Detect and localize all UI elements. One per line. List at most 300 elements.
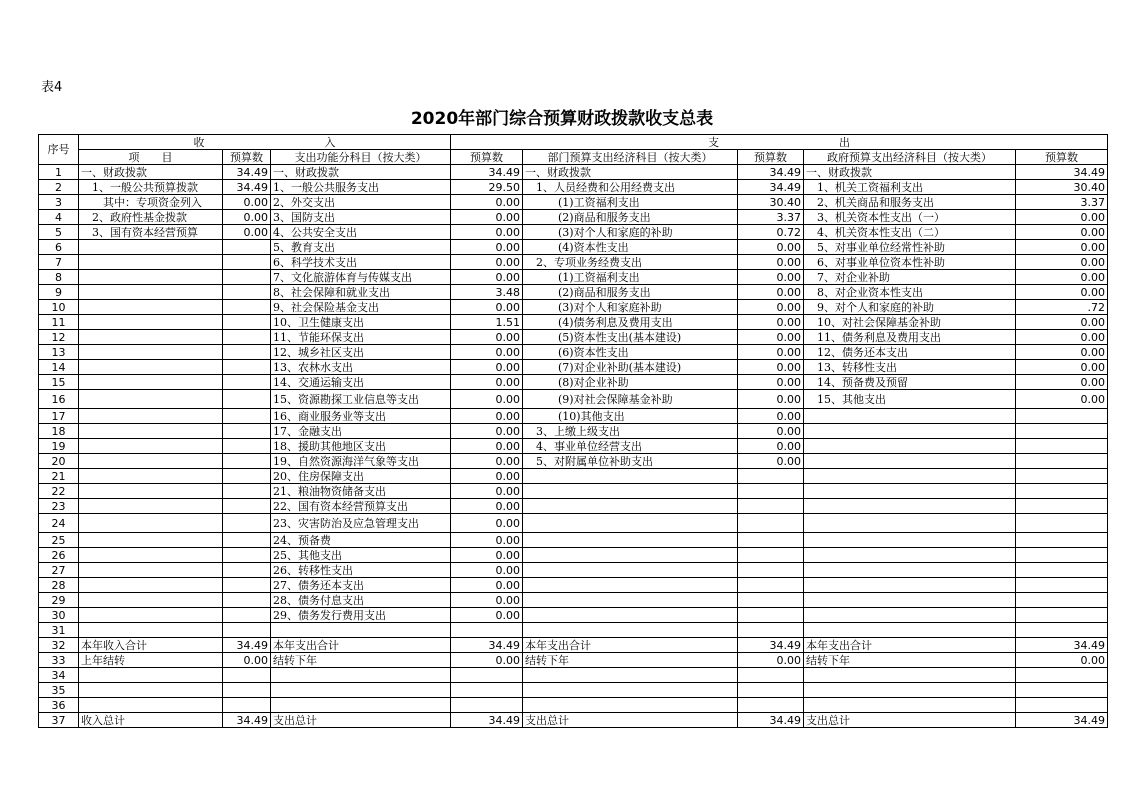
- function-amount-cell: 0.00: [451, 548, 523, 563]
- header-gov-item: 政府预算支出经济科目（按大类）: [804, 150, 1016, 165]
- gov-economic-item-cell: 1、机关工资福利支出: [804, 180, 1016, 195]
- row-number-cell: 2: [39, 180, 79, 195]
- function-amount-cell: 0.00: [451, 409, 523, 424]
- function-item-cell: 支出总计: [271, 713, 451, 728]
- row-number-cell: 12: [39, 330, 79, 345]
- dept-economic-amount-cell: 34.49: [738, 638, 804, 653]
- function-item-cell: 24、预备费: [271, 533, 451, 548]
- row-number-cell: 13: [39, 345, 79, 360]
- gov-economic-item-cell: 结转下年: [804, 653, 1016, 668]
- income-amount-cell: [223, 548, 271, 563]
- gov-economic-item-cell: 3、机关资本性支出（一）: [804, 210, 1016, 225]
- dept-economic-amount-cell: 0.72: [738, 225, 804, 240]
- row-number-cell: 31: [39, 623, 79, 638]
- income-amount-cell: [223, 698, 271, 713]
- row-number-cell: 18: [39, 424, 79, 439]
- gov-economic-amount-cell: [1016, 514, 1108, 533]
- income-amount-cell: [223, 240, 271, 255]
- function-item-cell: 29、债务发行费用支出: [271, 608, 451, 623]
- table-row: [39, 548, 1108, 563]
- function-item-cell: 14、交通运输支出: [271, 375, 451, 390]
- table-row: [39, 424, 1108, 439]
- row-number-cell: 8: [39, 270, 79, 285]
- function-amount-cell: 0.00: [451, 300, 523, 315]
- dept-economic-item-cell: [523, 593, 738, 608]
- gov-economic-item-cell: [804, 608, 1016, 623]
- gov-economic-item-cell: 一、财政拨款: [804, 165, 1016, 180]
- gov-economic-amount-cell: 0.00: [1016, 360, 1108, 375]
- dept-economic-item-cell: (4)资本性支出: [523, 240, 738, 255]
- gov-economic-item-cell: 支出总计: [804, 713, 1016, 728]
- gov-economic-item-cell: 8、对企业资本性支出: [804, 285, 1016, 300]
- dept-economic-item-cell: 结转下年: [523, 653, 738, 668]
- income-item-cell: [79, 315, 223, 330]
- dept-economic-item-cell: 4、事业单位经营支出: [523, 439, 738, 454]
- function-amount-cell: 0.00: [451, 578, 523, 593]
- gov-economic-item-cell: [804, 484, 1016, 499]
- income-amount-cell: [223, 330, 271, 345]
- dept-economic-item-cell: (7)对企业补助(基本建设): [523, 360, 738, 375]
- income-amount-cell: [223, 484, 271, 499]
- function-amount-cell: 0.00: [451, 439, 523, 454]
- income-amount-cell: [223, 454, 271, 469]
- gov-economic-item-cell: [804, 454, 1016, 469]
- table-row: [39, 195, 1108, 210]
- dept-economic-item-cell: [523, 623, 738, 638]
- function-amount-cell: 0.00: [451, 533, 523, 548]
- header-expense-char-1: 支: [708, 135, 720, 149]
- row-number-cell: 1: [39, 165, 79, 180]
- income-item-cell: [79, 345, 223, 360]
- table-row: [39, 409, 1108, 424]
- gov-economic-amount-cell: 0.00: [1016, 270, 1108, 285]
- gov-economic-item-cell: 14、预备费及预留: [804, 375, 1016, 390]
- dept-economic-amount-cell: [738, 608, 804, 623]
- gov-economic-amount-cell: [1016, 499, 1108, 514]
- dept-economic-item-cell: [523, 499, 738, 514]
- dept-economic-item-cell: (2)商品和服务支出: [523, 210, 738, 225]
- table-row: [39, 285, 1108, 300]
- income-item-cell: [79, 548, 223, 563]
- income-amount-cell: [223, 315, 271, 330]
- table-row: [39, 578, 1108, 593]
- gov-economic-amount-cell: 0.00: [1016, 255, 1108, 270]
- table-row: [39, 165, 1108, 180]
- income-amount-cell: [223, 499, 271, 514]
- income-amount-cell: [223, 683, 271, 698]
- gov-economic-amount-cell: [1016, 469, 1108, 484]
- income-item-cell: 其中：专项资金列入: [79, 195, 223, 210]
- header-expense-group: [451, 135, 1108, 150]
- dept-economic-amount-cell: [738, 484, 804, 499]
- table-row: [39, 180, 1108, 195]
- gov-economic-item-cell: 13、转移性支出: [804, 360, 1016, 375]
- function-amount-cell: 0.00: [451, 499, 523, 514]
- income-amount-cell: [223, 514, 271, 533]
- function-amount-cell: [451, 668, 523, 683]
- income-item-cell: 本年收入合计: [79, 638, 223, 653]
- function-amount-cell: 0.00: [451, 424, 523, 439]
- gov-economic-amount-cell: [1016, 578, 1108, 593]
- income-amount-cell: [223, 563, 271, 578]
- function-item-cell: 16、商业服务业等支出: [271, 409, 451, 424]
- function-amount-cell: 0.00: [451, 563, 523, 578]
- gov-economic-item-cell: [804, 668, 1016, 683]
- gov-economic-amount-cell: 0.00: [1016, 285, 1108, 300]
- function-item-cell: 26、转移性支出: [271, 563, 451, 578]
- gov-economic-amount-cell: [1016, 424, 1108, 439]
- dept-economic-amount-cell: 0.00: [738, 653, 804, 668]
- dept-economic-amount-cell: 0.00: [738, 390, 804, 409]
- function-item-cell: 27、债务还本支出: [271, 578, 451, 593]
- row-number-cell: 25: [39, 533, 79, 548]
- income-item-cell: 上年结转: [79, 653, 223, 668]
- function-item-cell: 17、金融支出: [271, 424, 451, 439]
- header-income-group: [79, 135, 451, 150]
- dept-economic-item-cell: (1)工资福利支出: [523, 195, 738, 210]
- table-row: [39, 240, 1108, 255]
- gov-economic-item-cell: 2、机关商品和服务支出: [804, 195, 1016, 210]
- function-item-cell: 4、公共安全支出: [271, 225, 451, 240]
- gov-economic-amount-cell: 0.00: [1016, 345, 1108, 360]
- income-amount-cell: [223, 424, 271, 439]
- table-row: [39, 563, 1108, 578]
- dept-economic-amount-cell: 0.00: [738, 375, 804, 390]
- header-row-group: [39, 135, 1108, 150]
- function-amount-cell: 0.00: [451, 484, 523, 499]
- income-amount-cell: 0.00: [223, 225, 271, 240]
- gov-economic-amount-cell: [1016, 454, 1108, 469]
- gov-economic-amount-cell: 34.49: [1016, 638, 1108, 653]
- row-number-cell: 19: [39, 439, 79, 454]
- row-number-cell: 10: [39, 300, 79, 315]
- dept-economic-amount-cell: 0.00: [738, 270, 804, 285]
- page-title: 2020年部门综合预算财政拨款收支总表: [410, 109, 714, 129]
- function-item-cell: 18、援助其他地区支出: [271, 439, 451, 454]
- function-amount-cell: 34.49: [451, 713, 523, 728]
- row-number-cell: 16: [39, 390, 79, 409]
- row-number-cell: 22: [39, 484, 79, 499]
- dept-economic-amount-cell: [738, 683, 804, 698]
- dept-economic-amount-cell: 0.00: [738, 315, 804, 330]
- dept-economic-item-cell: (8)对企业补助: [523, 375, 738, 390]
- function-amount-cell: 0.00: [451, 593, 523, 608]
- income-item-cell: [79, 683, 223, 698]
- income-item-cell: [79, 623, 223, 638]
- income-amount-cell: [223, 409, 271, 424]
- table-row: [39, 360, 1108, 375]
- gov-economic-amount-cell: [1016, 683, 1108, 698]
- income-item-cell: 2、政府性基金拨款: [79, 210, 223, 225]
- table-row: [39, 638, 1108, 653]
- table-row: [39, 593, 1108, 608]
- dept-economic-amount-cell: 0.00: [738, 300, 804, 315]
- income-item-cell: [79, 668, 223, 683]
- income-item-cell: [79, 499, 223, 514]
- function-item-cell: 结转下年: [271, 653, 451, 668]
- header-gov-amount: 预算数: [1016, 150, 1108, 165]
- function-amount-cell: 0.00: [451, 375, 523, 390]
- function-amount-cell: 0.00: [451, 270, 523, 285]
- function-item-cell: 2、外交支出: [271, 195, 451, 210]
- dept-economic-amount-cell: 30.40: [738, 195, 804, 210]
- income-item-cell: 1、一般公共预算拨款: [79, 180, 223, 195]
- gov-economic-amount-cell: [1016, 698, 1108, 713]
- dept-economic-item-cell: [523, 668, 738, 683]
- function-item-cell: 本年支出合计: [271, 638, 451, 653]
- table-row: [39, 330, 1108, 345]
- header-income-char-1: 收: [193, 135, 205, 149]
- income-item-cell: [79, 255, 223, 270]
- function-amount-cell: 34.49: [451, 165, 523, 180]
- function-item-cell: 6、科学技术支出: [271, 255, 451, 270]
- header-seq: 序号: [39, 135, 79, 165]
- gov-economic-item-cell: 10、对社会保障基金补助: [804, 315, 1016, 330]
- row-number-cell: 11: [39, 315, 79, 330]
- income-amount-cell: [223, 439, 271, 454]
- table-row: [39, 439, 1108, 454]
- row-number-cell: 35: [39, 683, 79, 698]
- row-number-cell: 27: [39, 563, 79, 578]
- function-amount-cell: 0.00: [451, 195, 523, 210]
- function-amount-cell: [451, 683, 523, 698]
- dept-economic-amount-cell: [738, 514, 804, 533]
- income-item-cell: [79, 285, 223, 300]
- income-item-cell: [79, 608, 223, 623]
- function-amount-cell: 29.50: [451, 180, 523, 195]
- dept-economic-item-cell: (3)对个人和家庭的补助: [523, 225, 738, 240]
- dept-economic-amount-cell: [738, 469, 804, 484]
- income-item-cell: [79, 578, 223, 593]
- dept-economic-item-cell: (10)其他支出: [523, 409, 738, 424]
- dept-economic-item-cell: [523, 698, 738, 713]
- dept-economic-amount-cell: [738, 533, 804, 548]
- income-item-cell: [79, 424, 223, 439]
- function-amount-cell: 1.51: [451, 315, 523, 330]
- income-item-cell: 收入总计: [79, 713, 223, 728]
- dept-economic-item-cell: 本年支出合计: [523, 638, 738, 653]
- row-number-cell: 28: [39, 578, 79, 593]
- income-item-cell: [79, 439, 223, 454]
- income-amount-cell: 0.00: [223, 210, 271, 225]
- dept-economic-item-cell: [523, 608, 738, 623]
- dept-economic-amount-cell: 0.00: [738, 454, 804, 469]
- gov-economic-amount-cell: 0.00: [1016, 315, 1108, 330]
- row-number-cell: 9: [39, 285, 79, 300]
- dept-economic-item-cell: (2)商品和服务支出: [523, 285, 738, 300]
- header-dept-amount: 预算数: [738, 150, 804, 165]
- dept-economic-item-cell: (9)对社会保障基金补助: [523, 390, 738, 409]
- income-amount-cell: 0.00: [223, 195, 271, 210]
- table-row: [39, 484, 1108, 499]
- row-number-cell: 14: [39, 360, 79, 375]
- header-income-char-2: 入: [324, 135, 336, 149]
- function-amount-cell: 34.49: [451, 638, 523, 653]
- table-row: [39, 300, 1108, 315]
- gov-economic-item-cell: 本年支出合计: [804, 638, 1016, 653]
- income-amount-cell: [223, 623, 271, 638]
- function-item-cell: [271, 623, 451, 638]
- gov-economic-amount-cell: [1016, 593, 1108, 608]
- function-item-cell: 5、教育支出: [271, 240, 451, 255]
- dept-economic-amount-cell: 0.00: [738, 439, 804, 454]
- function-item-cell: [271, 668, 451, 683]
- row-number-cell: 17: [39, 409, 79, 424]
- function-amount-cell: 0.00: [451, 330, 523, 345]
- gov-economic-item-cell: 7、对企业补助: [804, 270, 1016, 285]
- row-number-cell: 3: [39, 195, 79, 210]
- function-item-cell: 8、社会保障和就业支出: [271, 285, 451, 300]
- dept-economic-amount-cell: 34.49: [738, 713, 804, 728]
- row-number-cell: 33: [39, 653, 79, 668]
- table-row: [39, 469, 1108, 484]
- gov-economic-amount-cell: 34.49: [1016, 165, 1108, 180]
- budget-summary-table: [38, 134, 1108, 728]
- gov-economic-item-cell: [804, 533, 1016, 548]
- row-number-cell: 5: [39, 225, 79, 240]
- gov-economic-amount-cell: 30.40: [1016, 180, 1108, 195]
- table-row: [39, 270, 1108, 285]
- function-amount-cell: 0.00: [451, 210, 523, 225]
- dept-economic-item-cell: 5、对附属单位补助支出: [523, 454, 738, 469]
- income-amount-cell: [223, 300, 271, 315]
- income-amount-cell: [223, 345, 271, 360]
- function-amount-cell: 0.00: [451, 608, 523, 623]
- gov-economic-amount-cell: 0.00: [1016, 390, 1108, 409]
- table-row: [39, 653, 1108, 668]
- row-number-cell: 29: [39, 593, 79, 608]
- table-row: [39, 514, 1108, 533]
- income-item-cell: [79, 330, 223, 345]
- income-amount-cell: 34.49: [223, 165, 271, 180]
- dept-economic-amount-cell: [738, 563, 804, 578]
- function-amount-cell: 0.00: [451, 653, 523, 668]
- income-amount-cell: [223, 593, 271, 608]
- table-row: [39, 623, 1108, 638]
- gov-economic-item-cell: [804, 593, 1016, 608]
- dept-economic-amount-cell: [738, 668, 804, 683]
- row-number-cell: 32: [39, 638, 79, 653]
- gov-economic-amount-cell: [1016, 548, 1108, 563]
- gov-economic-amount-cell: [1016, 533, 1108, 548]
- dept-economic-item-cell: [523, 563, 738, 578]
- income-item-cell: [79, 270, 223, 285]
- gov-economic-item-cell: [804, 578, 1016, 593]
- income-item-cell: [79, 469, 223, 484]
- row-number-cell: 7: [39, 255, 79, 270]
- gov-economic-amount-cell: 3.37: [1016, 195, 1108, 210]
- income-amount-cell: [223, 285, 271, 300]
- table-row: [39, 698, 1108, 713]
- row-number-cell: 30: [39, 608, 79, 623]
- dept-economic-amount-cell: [738, 578, 804, 593]
- income-item-cell: [79, 375, 223, 390]
- row-number-cell: 24: [39, 514, 79, 533]
- gov-economic-amount-cell: [1016, 608, 1108, 623]
- gov-economic-item-cell: [804, 548, 1016, 563]
- dept-economic-amount-cell: 0.00: [738, 345, 804, 360]
- gov-economic-amount-cell: [1016, 623, 1108, 638]
- gov-economic-item-cell: [804, 409, 1016, 424]
- income-item-cell: [79, 409, 223, 424]
- dept-economic-item-cell: 一、财政拨款: [523, 165, 738, 180]
- function-item-cell: 22、国有资本经营预算支出: [271, 499, 451, 514]
- table-row: [39, 454, 1108, 469]
- row-number-cell: 20: [39, 454, 79, 469]
- function-amount-cell: 0.00: [451, 255, 523, 270]
- gov-economic-item-cell: [804, 469, 1016, 484]
- dept-economic-item-cell: [523, 683, 738, 698]
- header-dept-item: 部门预算支出经济科目（按大类）: [523, 150, 738, 165]
- function-item-cell: 19、自然资源海洋气象等支出: [271, 454, 451, 469]
- income-amount-cell: [223, 270, 271, 285]
- gov-economic-amount-cell: 0.00: [1016, 653, 1108, 668]
- gov-economic-item-cell: [804, 623, 1016, 638]
- function-item-cell: 13、农林水支出: [271, 360, 451, 375]
- dept-economic-amount-cell: 0.00: [738, 424, 804, 439]
- row-number-cell: 26: [39, 548, 79, 563]
- dept-economic-item-cell: (1)工资福利支出: [523, 270, 738, 285]
- table-row: [39, 210, 1108, 225]
- function-amount-cell: 0.00: [451, 454, 523, 469]
- income-amount-cell: [223, 533, 271, 548]
- function-item-cell: [271, 698, 451, 713]
- gov-economic-item-cell: [804, 698, 1016, 713]
- income-item-cell: [79, 390, 223, 409]
- function-item-cell: [271, 683, 451, 698]
- function-item-cell: 25、其他支出: [271, 548, 451, 563]
- table-row: [39, 713, 1108, 728]
- function-item-cell: 7、文化旅游体育与传媒支出: [271, 270, 451, 285]
- income-item-cell: [79, 533, 223, 548]
- gov-economic-amount-cell: 0.00: [1016, 330, 1108, 345]
- income-amount-cell: [223, 375, 271, 390]
- table-row: [39, 390, 1108, 409]
- income-item-cell: 一、财政拨款: [79, 165, 223, 180]
- income-amount-cell: [223, 668, 271, 683]
- row-number-cell: 37: [39, 713, 79, 728]
- dept-economic-item-cell: (6)资本性支出: [523, 345, 738, 360]
- header-row-columns: [39, 150, 1108, 165]
- dept-economic-item-cell: [523, 533, 738, 548]
- gov-economic-item-cell: 12、债务还本支出: [804, 345, 1016, 360]
- function-amount-cell: [451, 698, 523, 713]
- function-item-cell: 15、资源勘探工业信息等支出: [271, 390, 451, 409]
- gov-economic-item-cell: [804, 424, 1016, 439]
- income-amount-cell: [223, 255, 271, 270]
- dept-economic-item-cell: [523, 578, 738, 593]
- function-amount-cell: 3.48: [451, 285, 523, 300]
- dept-economic-item-cell: 支出总计: [523, 713, 738, 728]
- gov-economic-amount-cell: [1016, 563, 1108, 578]
- gov-economic-item-cell: 6、对事业单位资本性补助: [804, 255, 1016, 270]
- dept-economic-item-cell: [523, 469, 738, 484]
- dept-economic-amount-cell: 34.49: [738, 180, 804, 195]
- row-number-cell: 34: [39, 668, 79, 683]
- table-row: [39, 345, 1108, 360]
- document-label: 表4: [41, 80, 63, 95]
- function-amount-cell: 0.00: [451, 469, 523, 484]
- function-item-cell: 10、卫生健康支出: [271, 315, 451, 330]
- dept-economic-amount-cell: [738, 548, 804, 563]
- row-number-cell: 36: [39, 698, 79, 713]
- income-item-cell: 3、国有资本经营预算: [79, 225, 223, 240]
- gov-economic-item-cell: [804, 439, 1016, 454]
- function-item-cell: 21、粮油物资储备支出: [271, 484, 451, 499]
- income-item-cell: [79, 563, 223, 578]
- dept-economic-amount-cell: 0.00: [738, 285, 804, 300]
- gov-economic-item-cell: [804, 499, 1016, 514]
